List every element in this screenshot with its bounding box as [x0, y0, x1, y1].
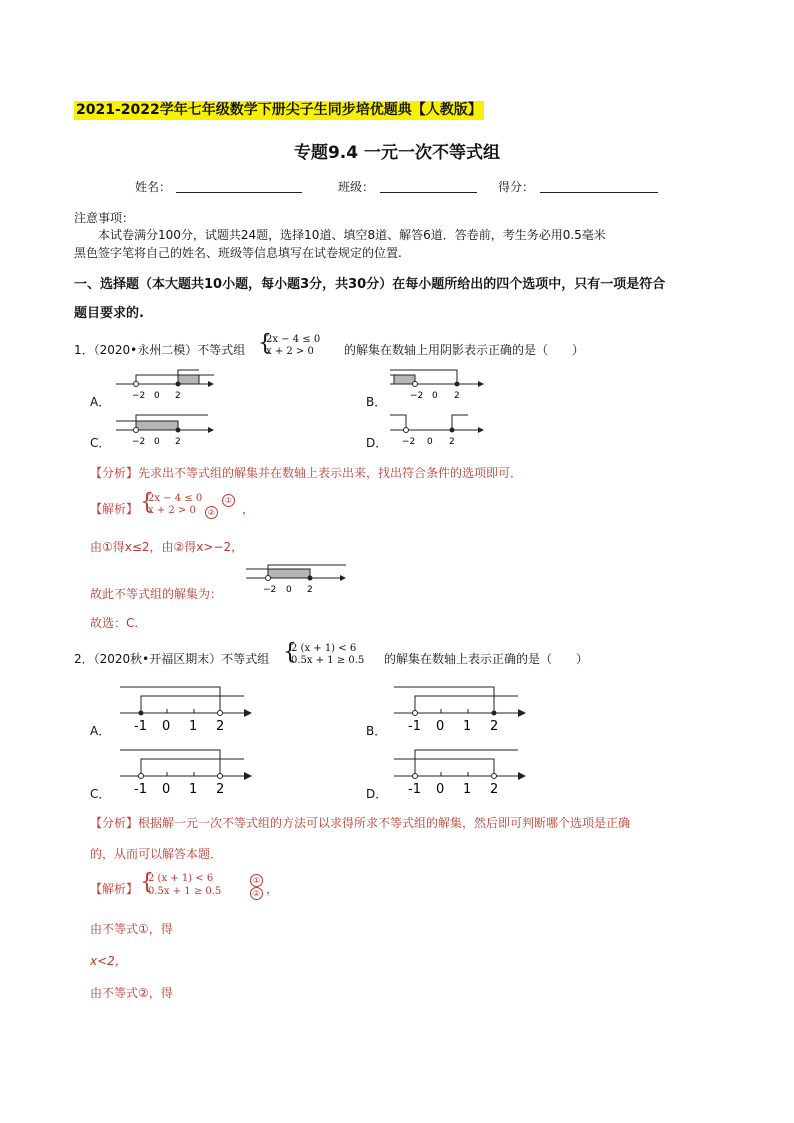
arrow-icon — [244, 709, 252, 717]
open-point — [404, 428, 409, 433]
q2-solution-line-3: 由不等式②，得 — [90, 986, 173, 1000]
q1-stem-suffix: 的解集在数轴上用阴影表示正确的是（ ） — [344, 343, 585, 357]
q2-solution-comma: ， — [266, 882, 279, 896]
q2-solution-tag: 【解析】 — [90, 882, 139, 896]
bracket-right — [415, 750, 518, 776]
q2-brace-icon: { — [283, 640, 297, 665]
tick-label: 0 — [154, 391, 160, 401]
q1-solution-top: 2x − 4 ≤ 0 — [148, 493, 203, 504]
tick-label: 2 — [449, 437, 455, 447]
q2-solution-brace-icon: { — [140, 870, 154, 895]
tick-label: 2 — [307, 585, 313, 595]
arrow-icon — [340, 575, 346, 581]
analysis-tag: 【分析】 — [90, 466, 139, 480]
shade-region — [178, 375, 199, 384]
closed-point — [176, 428, 181, 433]
open-point — [413, 382, 418, 387]
q1-solution-line-1: 由①得x≤2，由②得x>−2， — [90, 540, 244, 554]
tick-label: 2 — [175, 437, 181, 447]
closed-point — [308, 576, 313, 581]
tick-label: -1 — [134, 782, 147, 796]
q1-solution-comma: ， — [242, 502, 255, 516]
open-point — [218, 774, 223, 779]
section-heading-line-2: 题目要求的. — [74, 306, 144, 321]
bracket-right — [415, 696, 518, 713]
q2-solution-line-2: x<2， — [90, 954, 127, 968]
tick-label: 0 — [286, 585, 292, 595]
tick-label: 0 — [436, 782, 445, 796]
tick-label: 0 — [432, 391, 438, 401]
closed-point — [139, 711, 144, 716]
q2-analysis-line-2: 的，从而可以解答本题． — [90, 847, 223, 861]
q1-option-c-letter[interactable]: C． — [90, 436, 111, 450]
tick-label: −2 — [402, 437, 416, 447]
class-field[interactable] — [380, 192, 477, 193]
tick-label: 0 — [436, 719, 445, 733]
q2-option-c-letter[interactable]: C． — [90, 787, 111, 801]
open-point — [413, 774, 418, 779]
q1-solution-numberline — [238, 562, 350, 600]
q1-solution-bottom: x + 2 > 0 — [148, 505, 196, 516]
analysis-text: 先求出不等式组的解集并在数轴上表示出来，找出符合条件的选项即可． — [138, 466, 523, 480]
arrow-icon — [478, 427, 484, 433]
q2-option-d-letter[interactable]: D． — [366, 787, 388, 801]
name-label: 姓名： — [135, 180, 172, 194]
q1-analysis — [90, 464, 522, 481]
q1-option-b-numberline[interactable] — [382, 368, 494, 406]
arrow-icon — [478, 381, 484, 387]
bracket-right — [141, 696, 244, 713]
score-label: 得分： — [498, 180, 535, 194]
q1-option-b-letter[interactable]: B． — [366, 395, 387, 409]
open-point — [134, 428, 139, 433]
tick-label: −2 — [132, 437, 146, 447]
arrow-icon — [518, 772, 526, 780]
shade-region — [268, 569, 310, 578]
page-title: 专题9.4 一元一次不等式组 — [293, 143, 501, 163]
tick-label: 2 — [216, 719, 225, 733]
bracket-left — [136, 375, 214, 384]
q2-option-c-numberline[interactable] — [112, 746, 260, 796]
q1-solution-brace-icon: { — [140, 490, 154, 515]
bracket-left — [120, 687, 220, 713]
q2-option-d-numberline[interactable] — [386, 746, 534, 796]
open-point — [218, 711, 223, 716]
section-heading-line-1: 一、选择题（本大题共10小题，每小题3分，共30分）在每小题所给出的四个选项中，只有一项是符合 — [74, 277, 666, 292]
arrow-icon — [208, 381, 214, 387]
open-point — [134, 382, 139, 387]
closed-point — [492, 711, 497, 716]
marker-1-icon: ① — [222, 494, 235, 507]
analysis-text: 根据解一元一次不等式组的方法可以求得所求不等式组的解集，然后即可判断哪个选项是正确 — [138, 816, 631, 830]
tick-label: 2 — [454, 391, 460, 401]
series-banner: 2021-2022学年七年级数学下册尖子生同步培优题典【人教版】 — [76, 102, 482, 118]
notice-line-1: 本试卷满分100分，试题共24题，选择10道、填空8道、解答6道．答卷前，考生务必用0.5毫米 — [98, 228, 606, 242]
tick-label: 2 — [175, 391, 181, 401]
tick-label: 0 — [162, 782, 171, 796]
tick-label: 0 — [162, 719, 171, 733]
closed-point — [455, 382, 460, 387]
q2-stem-suffix: 的解集在数轴上表示正确的是（ ） — [384, 652, 589, 666]
bracket-left — [390, 415, 406, 430]
marker-1-icon: ① — [250, 874, 263, 887]
open-point — [413, 711, 418, 716]
q1-system-top: 2x − 4 ≤ 0 — [266, 334, 321, 345]
q2-option-a-letter[interactable]: A． — [90, 724, 111, 738]
bracket-right — [141, 759, 244, 776]
closed-point — [450, 428, 455, 433]
q1-brace-icon: { — [258, 331, 272, 356]
q1-system-bottom: x + 2 > 0 — [266, 346, 314, 357]
q1-option-a-numberline[interactable] — [108, 368, 220, 406]
tick-label: 2 — [490, 782, 499, 796]
arrow-icon — [518, 709, 526, 717]
bracket-left — [120, 750, 220, 776]
closed-point — [176, 382, 181, 387]
bracket-left — [394, 687, 494, 713]
q2-stem-prefix: 2．（2020秋•开福区期末）不等式组 — [74, 652, 270, 666]
shade-region — [394, 375, 415, 384]
tick-label: −2 — [132, 391, 146, 401]
tick-label: 2 — [490, 719, 499, 733]
q2-option-a-numberline[interactable] — [112, 683, 260, 733]
q2-system-bottom: 0.5x + 1 ≥ 0.5 — [291, 655, 365, 666]
tick-label: -1 — [134, 719, 147, 733]
marker-2-icon: ② — [205, 506, 218, 519]
notice-heading: 注意事项： — [74, 211, 135, 225]
tick-label: 2 — [216, 782, 225, 796]
tick-label: 1 — [189, 719, 198, 733]
q1-stem-prefix: 1．（2020•永州二模）不等式组 — [74, 343, 246, 357]
bracket-right — [452, 415, 468, 430]
q1-option-c-numberline[interactable] — [108, 410, 220, 448]
tick-label: −2 — [410, 391, 424, 401]
arrow-icon — [208, 427, 214, 433]
q2-analysis-line-1 — [90, 814, 630, 831]
q1-option-a-letter[interactable]: A． — [90, 395, 111, 409]
q2-solution-bottom: 0.5x + 1 ≥ 0.5 — [148, 886, 222, 897]
tick-label: 1 — [189, 782, 198, 796]
analysis-tag: 【分析】 — [90, 816, 139, 830]
q2-solution-line-1: 由不等式①，得 — [90, 922, 173, 936]
open-point — [492, 774, 497, 779]
tick-label: 0 — [427, 437, 433, 447]
name-field[interactable] — [176, 192, 302, 193]
bracket-left — [394, 759, 494, 776]
q2-option-b-letter[interactable]: B． — [366, 724, 387, 738]
q1-option-d-letter[interactable]: D． — [366, 436, 388, 450]
q1-solution-line-set: 故此不等式组的解集为： — [90, 587, 223, 601]
q2-solution-top: 2 (x + 1) < 6 — [148, 873, 214, 884]
q1-solution-choice: 故选：C. — [90, 616, 139, 630]
q2-system-top: 2 (x + 1) < 6 — [291, 643, 357, 654]
open-point — [266, 576, 271, 581]
q1-solution-tag: 【解析】 — [90, 502, 139, 516]
arrow-icon — [244, 772, 252, 780]
tick-label: 1 — [463, 719, 472, 733]
tick-label: 0 — [154, 437, 160, 447]
shade-region — [136, 421, 178, 430]
q1-option-d-numberline[interactable] — [382, 410, 494, 448]
tick-label: -1 — [408, 719, 421, 733]
tick-label: −2 — [263, 585, 277, 595]
marker-2-icon: ② — [250, 887, 263, 900]
tick-label: -1 — [408, 782, 421, 796]
q2-option-b-numberline[interactable] — [386, 683, 534, 733]
open-point — [139, 774, 144, 779]
notice-line-2: 黑色签字笔将自己的姓名、班级等信息填写在试卷规定的位置. — [74, 246, 402, 260]
class-label: 班级： — [338, 180, 375, 194]
score-field[interactable] — [540, 192, 658, 193]
tick-label: 1 — [463, 782, 472, 796]
